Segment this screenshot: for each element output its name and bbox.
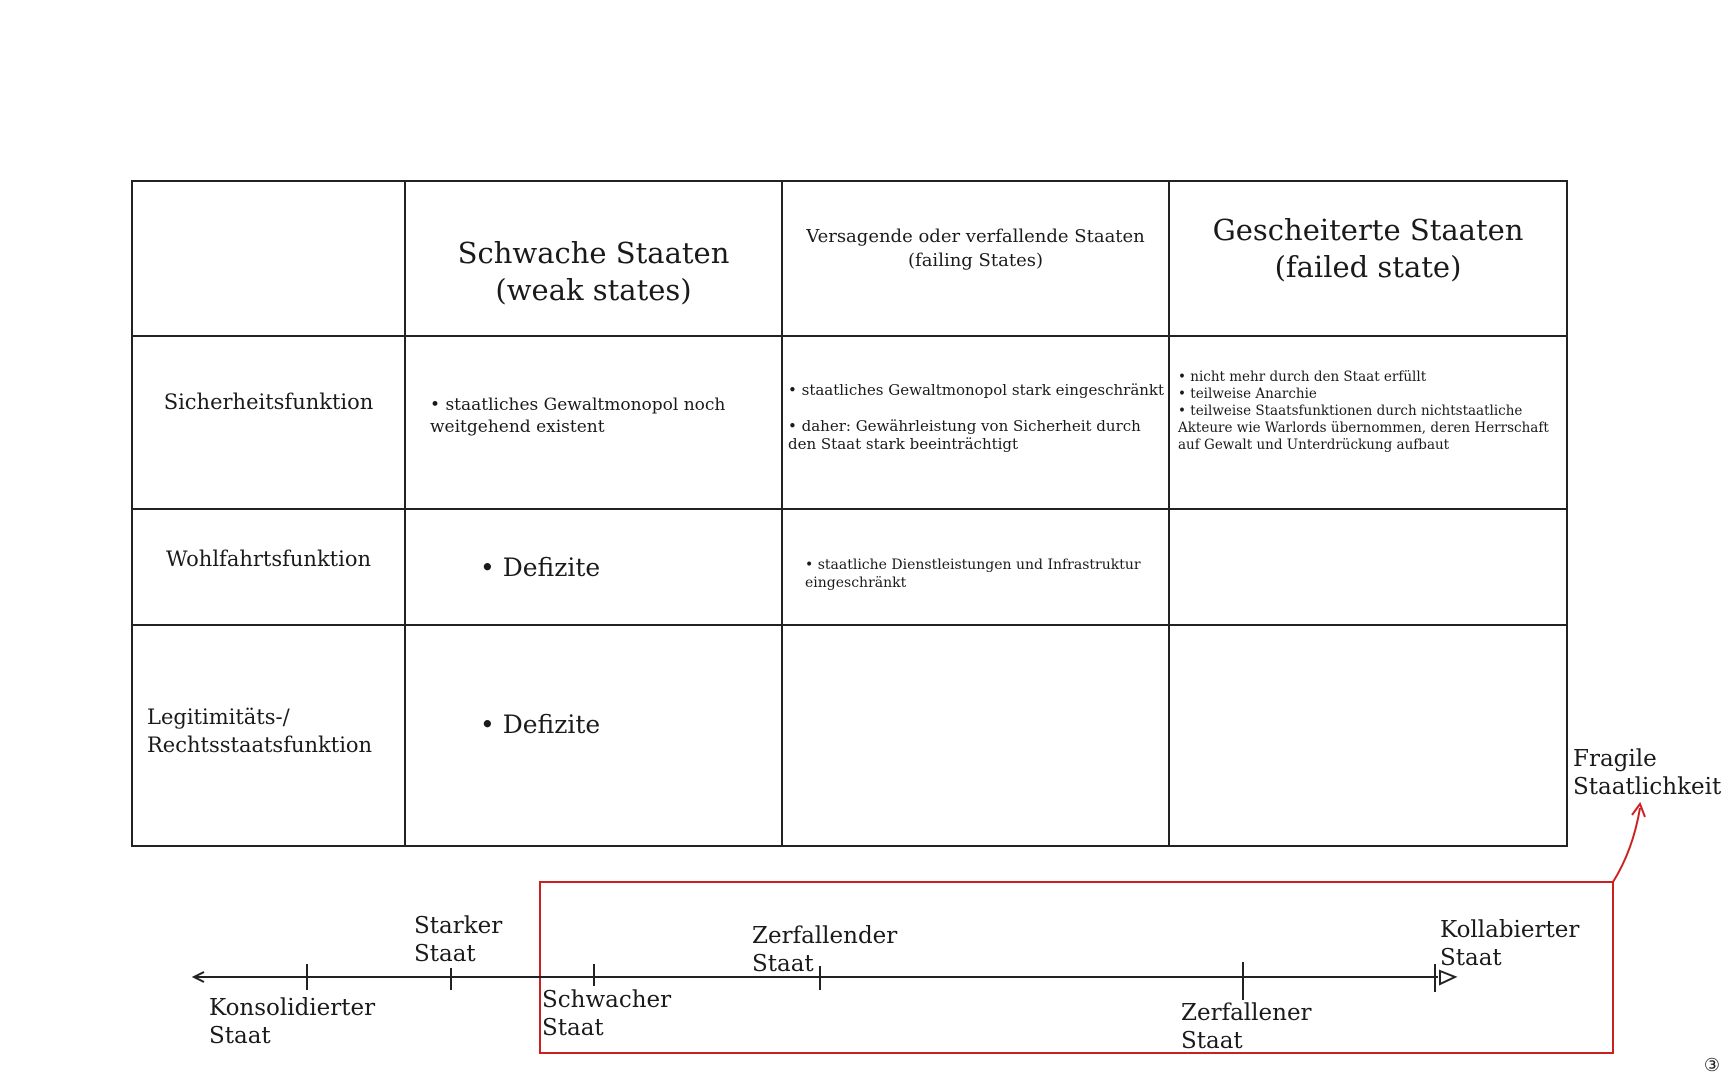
col-header-weak-text: Schwache Staaten (weak states) xyxy=(457,235,730,307)
label-zerfallend: Zerfallender Staat xyxy=(752,923,898,977)
cell-welfare-failed xyxy=(1169,509,1567,625)
row-label-welfare: Wohlfahrtsfunktion xyxy=(166,547,371,571)
col-header-weak xyxy=(405,181,782,336)
list-security-weak xyxy=(406,394,781,438)
table-corner-cell xyxy=(132,181,405,336)
row-header-welfare xyxy=(132,509,405,625)
page-number: ③ xyxy=(1703,1055,1720,1076)
label-kollabiert: Kollabierter Staat xyxy=(1440,917,1580,971)
col-header-failed-text: Gescheiterte Staaten (failed state) xyxy=(1212,212,1524,284)
list-item: • staatliches Gewaltmonopol noch weitgehend existent xyxy=(430,394,763,438)
cell-legitimacy-failed xyxy=(1169,625,1567,846)
list-item: • Defizite xyxy=(480,553,781,582)
list-item: • teilweise Anarchie xyxy=(1178,386,1562,403)
col-header-failing xyxy=(782,181,1169,336)
label-fragile-staatlichkeit: Fragile Staatlichkeit xyxy=(1573,746,1722,800)
list-item: • teilweise Staatsfunktionen durch nichtstaatliche Akteure wie Warlords übernommen, deren Herrschaft auf Gewalt und Unterdrückung aufbaut xyxy=(1178,403,1562,454)
label-schwach: Schwacher Staat xyxy=(542,987,672,1041)
row-label-security: Sicherheitsfunktion xyxy=(163,389,374,414)
fragile-arrow xyxy=(1613,808,1640,882)
list-legitimacy-weak xyxy=(406,710,781,739)
list-item: • nicht mehr durch den Staat erfüllt xyxy=(1178,369,1562,386)
list-welfare-failing xyxy=(783,556,1168,592)
cell-welfare-failing xyxy=(782,509,1169,625)
row-header-legitimacy xyxy=(132,625,405,846)
comparison-table xyxy=(131,180,1568,847)
cell-security-failed xyxy=(1169,336,1567,509)
label-zerfallen: Zerfallener Staat xyxy=(1181,1000,1312,1054)
fragile-arrowhead xyxy=(1632,804,1645,817)
list-security-failed xyxy=(1170,369,1566,454)
cell-welfare-weak xyxy=(405,509,782,625)
list-item: • Defizite xyxy=(480,710,781,739)
list-item: • staatliches Gewaltmonopol stark eingeschränkt xyxy=(788,381,1168,399)
col-header-failing-text: Versagende oder verfallende Staaten (failing States) xyxy=(806,225,1145,271)
list-item: • daher: Gewährleistung von Sicherheit durch den Staat stark beeinträchtigt xyxy=(788,417,1168,453)
cell-legitimacy-weak xyxy=(405,625,782,846)
list-welfare-weak xyxy=(406,553,781,582)
label-stark: Starker Staat xyxy=(414,913,503,967)
label-konsolidiert: Konsolidierter Staat xyxy=(209,995,376,1049)
cell-security-weak xyxy=(405,336,782,509)
col-header-failed xyxy=(1169,181,1567,336)
list-item: • staatliche Dienstleistungen und Infrastruktur eingeschränkt xyxy=(805,556,1164,592)
row-label-legitimacy: Legitimitäts-/ Rechtsstaatsfunktion xyxy=(147,704,373,757)
list-security-failing xyxy=(783,381,1168,453)
timeline-arrow-left-icon xyxy=(194,972,204,982)
row-header-security xyxy=(132,336,405,509)
cell-security-failing xyxy=(782,336,1169,509)
cell-legitimacy-failing xyxy=(782,625,1169,846)
timeline-arrow-right-icon xyxy=(1440,971,1455,984)
